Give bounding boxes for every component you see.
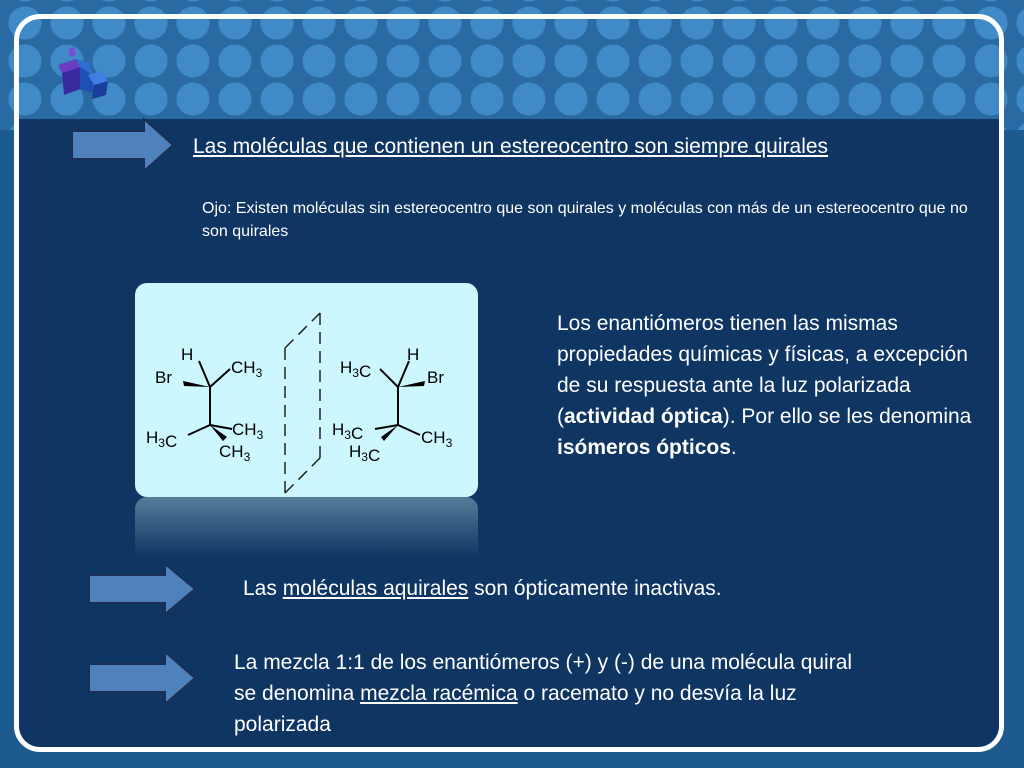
mirror-plane: [285, 313, 320, 493]
racemic-text-pre: La mezcla 1:1 de los enantiómeros (+) y (-) de una molécula quiral se denomina: [234, 651, 853, 705]
right-arrow-icon: [87, 562, 197, 616]
enantiomer-diagram: [135, 283, 478, 497]
left-h-label: H: [181, 345, 194, 364]
right-molecule-bonds: [375, 361, 420, 435]
left-br-label: Br: [155, 368, 173, 387]
enantiomer-text-3: .: [730, 436, 737, 459]
achiral-molecules-link[interactable]: moléculas aquirales: [282, 577, 469, 600]
right-arrow-icon: [70, 117, 175, 173]
right-h3c-bottom-label: $H_3C$: [349, 442, 381, 465]
enantiomer-description: [557, 308, 987, 463]
racemic-mixture-link[interactable]: mezcla racémica: [360, 682, 518, 705]
figure-reflection: [135, 497, 478, 557]
enantiomer-figure: [135, 283, 478, 497]
left-ch3-top-label: $CH_3$: [231, 358, 263, 380]
right-h3c-left-label: $H_3C$: [332, 420, 364, 443]
frame-header: [19, 19, 999, 119]
left-ch3-right-label: $CH_3$: [232, 420, 264, 442]
optical-activity-term: actividad óptica: [564, 405, 723, 428]
right-arrow-icon: [87, 650, 197, 706]
achiral-text-pre: Las: [243, 577, 283, 600]
enantiomer-text-2: ). Por ello se les denomina: [722, 405, 972, 428]
blue-cube-molecule-icon: [50, 45, 112, 105]
right-ch3-label: $CH_3$: [421, 428, 453, 450]
right-h3c-top-label: $H_3C$: [340, 358, 372, 381]
right-br-label: Br: [427, 368, 445, 387]
racemic-statement: [234, 647, 854, 740]
note-text: Ojo: Existen moléculas sin estereocentro que son quirales y moléculas con más de un estereocentro que no son quirales: [202, 200, 968, 240]
left-molecule-bonds: [188, 361, 232, 435]
left-h3c-label: $H_3C$: [146, 428, 178, 451]
bullet-chiral-statement: Las moléculas que contienen un estereocentro son siempre quirales: [193, 135, 829, 158]
optical-isomers-term: isómeros ópticos: [557, 436, 731, 459]
enantiomer-text-1: Los enantiómeros tienen las mismas propiedades químicas y físicas, a excepción de su respuesta ante la luz polarizada (: [557, 312, 968, 428]
right-h-label: H: [407, 345, 420, 364]
left-ch3-bottom-label: $CH_3$: [219, 442, 251, 464]
achiral-text-post: son ópticamente inactivas.: [468, 577, 722, 600]
racemic-text-post: o racemato y no desvía la luz polarizada: [234, 682, 797, 736]
achiral-statement: [243, 577, 722, 601]
